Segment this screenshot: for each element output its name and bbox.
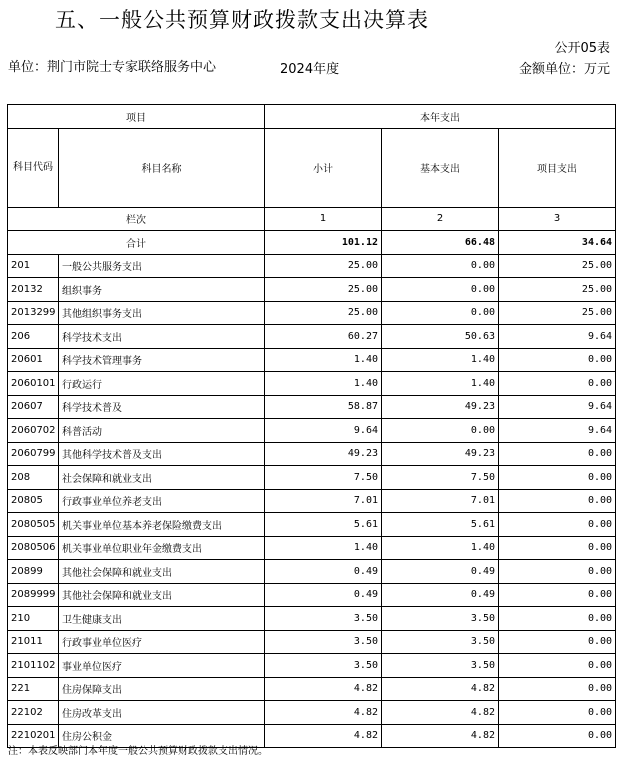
row-basic: 4.82 bbox=[382, 677, 499, 701]
row-name: 其他组织事务支出 bbox=[59, 301, 265, 325]
row-name: 住房保障支出 bbox=[59, 677, 265, 701]
table-row bbox=[8, 701, 616, 725]
table-row bbox=[8, 654, 616, 678]
table-row bbox=[8, 442, 616, 466]
row-code: 2089999 bbox=[8, 583, 59, 607]
table-row bbox=[8, 372, 616, 396]
row-project: 0.00 bbox=[499, 630, 616, 654]
row-name: 其他社会保障和就业支出 bbox=[59, 583, 265, 607]
row-code: 20601 bbox=[8, 348, 59, 372]
row-project: 0.00 bbox=[499, 654, 616, 678]
row-basic: 3.50 bbox=[382, 630, 499, 654]
total-subtotal: 101.12 bbox=[265, 231, 382, 255]
row-name: 事业单位医疗 bbox=[59, 654, 265, 678]
row-basic: 0.49 bbox=[382, 583, 499, 607]
row-name: 其他科学技术普及支出 bbox=[59, 442, 265, 466]
row-basic: 0.00 bbox=[382, 278, 499, 302]
row-name: 住房公积金 bbox=[59, 724, 265, 748]
row-subtotal: 7.50 bbox=[265, 466, 382, 490]
row-name: 科学技术普及 bbox=[59, 395, 265, 419]
row-code: 2060702 bbox=[8, 419, 59, 443]
header-row-1 bbox=[8, 105, 616, 129]
row-subtotal: 49.23 bbox=[265, 442, 382, 466]
row-subtotal: 3.50 bbox=[265, 654, 382, 678]
row-subtotal: 25.00 bbox=[265, 254, 382, 278]
table-row bbox=[8, 583, 616, 607]
row-code: 2013299 bbox=[8, 301, 59, 325]
total-basic: 66.48 bbox=[382, 231, 499, 255]
table-row bbox=[8, 254, 616, 278]
column-number-3: 3 bbox=[499, 207, 616, 231]
row-subtotal: 58.87 bbox=[265, 395, 382, 419]
row-subtotal: 0.49 bbox=[265, 560, 382, 584]
row-code: 2080505 bbox=[8, 513, 59, 537]
column-number-2: 2 bbox=[382, 207, 499, 231]
column-number-label: 栏次 bbox=[8, 207, 265, 231]
expenditure-table bbox=[7, 104, 616, 748]
row-subtotal: 0.49 bbox=[265, 583, 382, 607]
row-project: 0.00 bbox=[499, 513, 616, 537]
row-basic: 49.23 bbox=[382, 395, 499, 419]
row-code: 208 bbox=[8, 466, 59, 490]
row-subtotal: 1.40 bbox=[265, 372, 382, 396]
row-subtotal: 1.40 bbox=[265, 536, 382, 560]
table-row bbox=[8, 325, 616, 349]
table-row bbox=[8, 677, 616, 701]
table-row bbox=[8, 513, 616, 537]
row-code: 20805 bbox=[8, 489, 59, 513]
row-subtotal: 5.61 bbox=[265, 513, 382, 537]
row-code: 206 bbox=[8, 325, 59, 349]
table-row bbox=[8, 536, 616, 560]
row-subtotal: 60.27 bbox=[265, 325, 382, 349]
row-basic: 7.01 bbox=[382, 489, 499, 513]
table-row bbox=[8, 466, 616, 490]
row-project: 25.00 bbox=[499, 278, 616, 302]
form-number: 公开05表 bbox=[554, 41, 610, 56]
header-current-year: 本年支出 bbox=[265, 105, 616, 129]
row-project: 9.64 bbox=[499, 395, 616, 419]
row-name: 住房改革支出 bbox=[59, 701, 265, 725]
money-unit: 金额单位：万元 bbox=[518, 62, 610, 77]
row-project: 0.00 bbox=[499, 466, 616, 490]
table-row bbox=[8, 607, 616, 631]
table-row bbox=[8, 395, 616, 419]
table-row bbox=[8, 560, 616, 584]
row-code: 20899 bbox=[8, 560, 59, 584]
header-subtotal: 小计 bbox=[265, 128, 382, 207]
row-code: 210 bbox=[8, 607, 59, 631]
row-project: 0.00 bbox=[499, 489, 616, 513]
row-project: 0.00 bbox=[499, 560, 616, 584]
row-subtotal: 1.40 bbox=[265, 348, 382, 372]
row-project: 25.00 bbox=[499, 301, 616, 325]
table-row bbox=[8, 301, 616, 325]
table-row bbox=[8, 419, 616, 443]
header-project: 项目支出 bbox=[499, 128, 616, 207]
row-basic: 7.50 bbox=[382, 466, 499, 490]
row-basic: 3.50 bbox=[382, 607, 499, 631]
row-code: 2101102 bbox=[8, 654, 59, 678]
row-basic: 50.63 bbox=[382, 325, 499, 349]
row-name: 一般公共服务支出 bbox=[59, 254, 265, 278]
row-name: 社会保障和就业支出 bbox=[59, 466, 265, 490]
row-project: 0.00 bbox=[499, 536, 616, 560]
row-basic: 5.61 bbox=[382, 513, 499, 537]
row-code: 2060799 bbox=[8, 442, 59, 466]
row-basic: 1.40 bbox=[382, 372, 499, 396]
row-name: 行政事业单位医疗 bbox=[59, 630, 265, 654]
header-basic: 基本支出 bbox=[382, 128, 499, 207]
header-code: 科目代码 bbox=[8, 128, 59, 207]
row-name: 科普活动 bbox=[59, 419, 265, 443]
row-name: 机关事业单位职业年金缴费支出 bbox=[59, 536, 265, 560]
row-name: 行政运行 bbox=[59, 372, 265, 396]
table-row bbox=[8, 348, 616, 372]
row-basic: 0.00 bbox=[382, 254, 499, 278]
row-basic: 4.82 bbox=[382, 724, 499, 748]
row-code: 221 bbox=[8, 677, 59, 701]
header-item: 项目 bbox=[8, 105, 265, 129]
row-project: 9.64 bbox=[499, 325, 616, 349]
row-name: 卫生健康支出 bbox=[59, 607, 265, 631]
row-name: 机关事业单位基本养老保险缴费支出 bbox=[59, 513, 265, 537]
row-basic: 49.23 bbox=[382, 442, 499, 466]
row-subtotal: 3.50 bbox=[265, 630, 382, 654]
row-project: 0.00 bbox=[499, 348, 616, 372]
row-project: 0.00 bbox=[499, 372, 616, 396]
row-name: 其他社会保障和就业支出 bbox=[59, 560, 265, 584]
report-year: 2024年度 bbox=[280, 62, 340, 77]
table-row bbox=[8, 630, 616, 654]
row-project: 0.00 bbox=[499, 724, 616, 748]
row-subtotal: 25.00 bbox=[265, 301, 382, 325]
row-subtotal: 7.01 bbox=[265, 489, 382, 513]
row-basic: 0.00 bbox=[382, 419, 499, 443]
row-subtotal: 4.82 bbox=[265, 701, 382, 725]
row-project: 25.00 bbox=[499, 254, 616, 278]
row-basic: 0.00 bbox=[382, 301, 499, 325]
table-row bbox=[8, 278, 616, 302]
row-subtotal: 4.82 bbox=[265, 677, 382, 701]
row-subtotal: 3.50 bbox=[265, 607, 382, 631]
total-row bbox=[8, 231, 616, 255]
row-name: 行政事业单位养老支出 bbox=[59, 489, 265, 513]
row-code: 2210201 bbox=[8, 724, 59, 748]
row-subtotal: 4.82 bbox=[265, 724, 382, 748]
row-code: 20132 bbox=[8, 278, 59, 302]
row-project: 0.00 bbox=[499, 607, 616, 631]
unit-name: 单位：荆门市院士专家联络服务中心 bbox=[8, 60, 217, 75]
row-code: 2060101 bbox=[8, 372, 59, 396]
row-code: 201 bbox=[8, 254, 59, 278]
row-subtotal: 25.00 bbox=[265, 278, 382, 302]
table-row bbox=[8, 489, 616, 513]
header-name: 科目名称 bbox=[59, 128, 265, 207]
row-name: 组织事务 bbox=[59, 278, 265, 302]
row-basic: 1.40 bbox=[382, 348, 499, 372]
row-project: 0.00 bbox=[499, 583, 616, 607]
row-name: 科学技术支出 bbox=[59, 325, 265, 349]
footnote: 注：本表反映部门本年度一般公共预算财政拨款支出情况。 bbox=[8, 746, 268, 757]
row-code: 20607 bbox=[8, 395, 59, 419]
row-project: 0.00 bbox=[499, 442, 616, 466]
row-basic: 1.40 bbox=[382, 536, 499, 560]
header-row-2 bbox=[8, 128, 616, 207]
row-code: 21011 bbox=[8, 630, 59, 654]
row-basic: 4.82 bbox=[382, 701, 499, 725]
row-basic: 0.49 bbox=[382, 560, 499, 584]
row-project: 0.00 bbox=[499, 701, 616, 725]
row-subtotal: 9.64 bbox=[265, 419, 382, 443]
row-code: 2080506 bbox=[8, 536, 59, 560]
row-code: 22102 bbox=[8, 701, 59, 725]
column-number-1: 1 bbox=[265, 207, 382, 231]
row-project: 0.00 bbox=[499, 677, 616, 701]
total-project: 34.64 bbox=[499, 231, 616, 255]
column-number-row bbox=[8, 207, 616, 231]
page-title: 五、一般公共预算财政拨款支出决算表 bbox=[55, 8, 429, 32]
row-name: 科学技术管理事务 bbox=[59, 348, 265, 372]
row-basic: 3.50 bbox=[382, 654, 499, 678]
total-label: 合计 bbox=[8, 231, 265, 255]
row-project: 9.64 bbox=[499, 419, 616, 443]
